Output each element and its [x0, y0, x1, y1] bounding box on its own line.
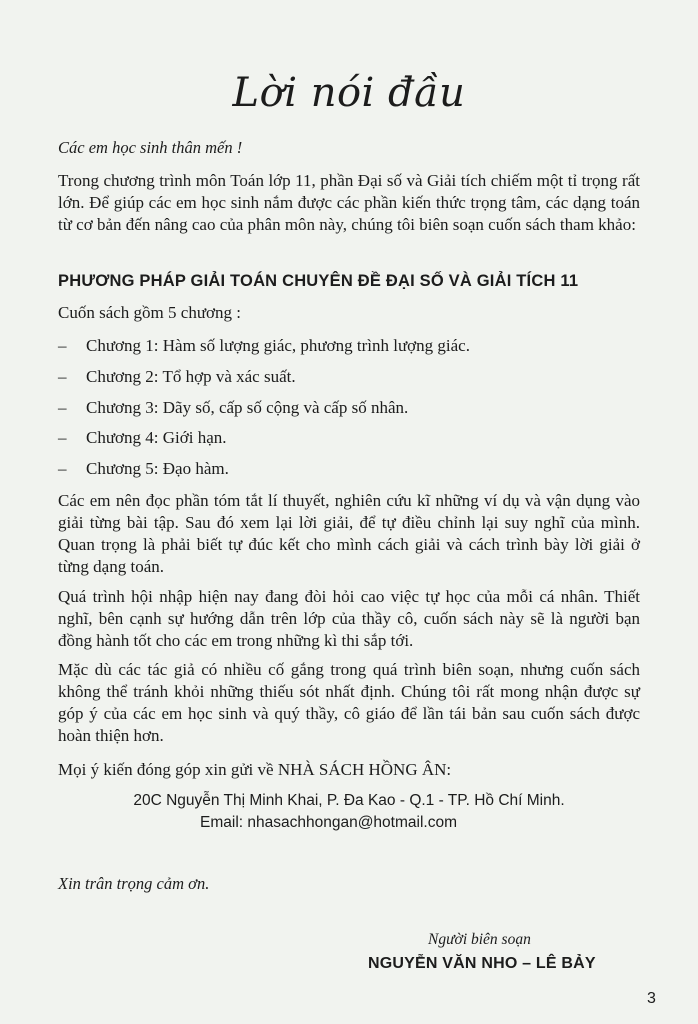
dash: – [58, 398, 67, 417]
signature-role: Người biên soạn [428, 931, 531, 948]
chapter-label: Chương 2: Tổ hợp và xác suất. [86, 367, 296, 386]
page-title: Lời nói đầu [232, 70, 466, 116]
chapter-label: Chương 3: Dãy số, cấp số cộng và cấp số nhân. [86, 398, 409, 417]
dash: – [58, 428, 67, 447]
signature-authors: NGUYỄN VĂN NHO – LÊ BẢY [368, 955, 596, 972]
list-item [58, 398, 408, 418]
list-item [58, 367, 296, 387]
integration-paragraph: Quá trình hội nhập hiện nay đang đòi hỏi cao việc tự học của mỗi cá nhân. Thiết nghĩ, bên cạnh sự hướng dẫn trên lớp của thầy cô, cuốn sách này sẽ là người bạn đồng hành tốt cho các em trong những kì thi sắp tới. [58, 587, 640, 650]
list-item [58, 459, 229, 479]
dash: – [58, 459, 67, 478]
feedback-line: Mọi ý kiến đóng góp xin gửi về NHÀ SÁCH HỒNG ÂN: [58, 760, 452, 779]
list-item [58, 336, 470, 356]
dash: – [58, 336, 67, 355]
page-number: 3 [647, 990, 656, 1007]
closing-line: Xin trân trọng cảm ơn. [58, 874, 210, 893]
intro-paragraph: Trong chương trình môn Toán lớp 11, phần Đại số và Giải tích chiếm một tỉ trọng rất lớn. Để giúp các em học sinh nắm được các phần kiến thức trọng tâm, các dạng toán từ cơ bản đến nâng cao của phân môn này, chúng tôi biên soạn cuốn sách tham khảo: [58, 171, 640, 234]
chapter-label: Chương 4: Giới hạn. [86, 428, 227, 447]
greeting: Các em học sinh thân mến ! [58, 138, 243, 157]
address-line: 20C Nguyễn Thị Minh Khai, P. Đa Kao - Q.1 - TP. Hồ Chí Minh. [133, 792, 565, 809]
dash: – [58, 367, 67, 386]
book-title: PHƯƠNG PHÁP GIẢI TOÁN CHUYÊN ĐỀ ĐẠI SỐ VÀ GIẢI TÍCH 11 [58, 272, 579, 290]
email-line: Email: nhasachhongan@hotmail.com [200, 814, 457, 831]
list-item [58, 428, 227, 448]
chapter-label: Chương 5: Đạo hàm. [86, 459, 229, 478]
chapter-label: Chương 1: Hàm số lượng giác, phương trình lượng giác. [86, 336, 470, 355]
study-paragraph: Các em nên đọc phần tóm tắt lí thuyết, nghiên cứu kĩ những ví dụ và vận dụng vào giải từng bài tập. Sau đó xem lại lời giải, để tự điều chỉnh lại suy nghĩ của mình. Quan trọng là phải biết tự đúc kết cho mình cách giải và cách trình bày lời giải ở từng dạng toán. [58, 491, 640, 576]
apology-paragraph: Mặc dù các tác giả có nhiều cố gắng trong quá trình biên soạn, nhưng cuốn sách không thể tránh khỏi những thiếu sót nhất định. Chúng tôi rất mong nhận được sự góp ý của các em học sinh và quý thầy, cô giáo để lần tái bản sau cuốn sách được hoàn thiện hơn. [58, 660, 640, 745]
chapters-intro: Cuốn sách gồm 5 chương : [58, 303, 241, 322]
